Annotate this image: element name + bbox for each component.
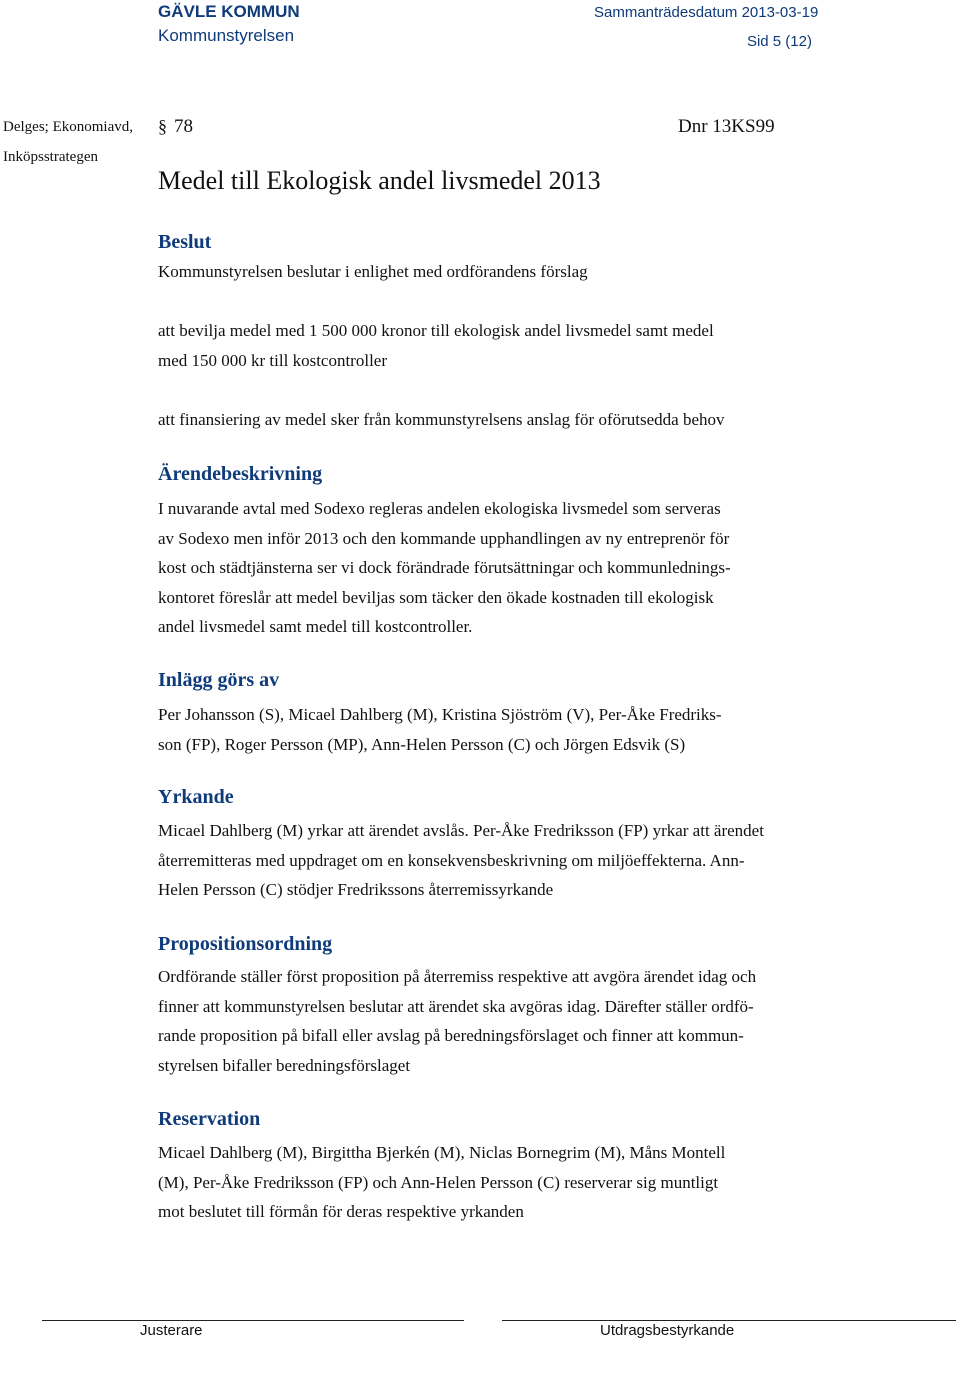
text-line: andel livsmedel samt medel till kostcontroller. bbox=[158, 617, 473, 636]
board-name: Kommunstyrelsen bbox=[158, 26, 295, 45]
beslut-intro bbox=[158, 257, 888, 287]
meeting-date: Sammanträdesdatum 2013-03-19 bbox=[594, 4, 819, 21]
heading-yrkande: Yrkande bbox=[158, 786, 234, 808]
text-line: kost och städtjänsterna ser vi dock förändrade förutsättningar och kommunlednings- bbox=[158, 558, 731, 577]
heading-reservation: Reservation bbox=[158, 1108, 261, 1130]
footer-utdragsbestyrkande: Utdragsbestyrkande bbox=[600, 1322, 735, 1339]
beslut-point-1 bbox=[158, 316, 888, 375]
beslut-point-2-line: att finansiering av medel sker från kommunstyrelsens anslag för oförutsedda behov bbox=[158, 410, 725, 429]
text-line: rande proposition på bifall eller avslag på beredningsförslaget och finner att kommun- bbox=[158, 1026, 744, 1045]
heading-beslut: Beslut bbox=[158, 231, 212, 253]
text-line: återremitteras med uppdraget om en konsekvensbeskrivning om miljöeffekterna. Ann- bbox=[158, 850, 745, 870]
text-line: Micael Dahlberg (M) yrkar att ärendet avslås. Per-Åke Fredriksson (FP) yrkar att ärendet bbox=[158, 821, 764, 840]
footer-justerare: Justerare bbox=[140, 1322, 203, 1339]
arendebeskrivning-text bbox=[158, 494, 888, 642]
inlagg-text bbox=[158, 700, 888, 759]
text-line: I nuvarande avtal med Sodexo regleras andelen ekologiska livsmedel som serveras bbox=[158, 499, 721, 518]
heading-propositionsordning: Propositionsordning bbox=[158, 933, 333, 955]
yrkande-text bbox=[158, 816, 888, 905]
heading-inlagg: Inlägg görs av bbox=[158, 669, 280, 691]
text-line: son (FP), Roger Persson (MP), Ann-Helen Persson (C) och Jörgen Edsvik (S) bbox=[158, 734, 686, 754]
text-line: Ordförande ställer först proposition på återremiss respektive att avgöra ärendet idag och bbox=[158, 967, 757, 986]
text-line: Micael Dahlberg (M), Birgittha Bjerkén (M), Niclas Bornegrim (M), Måns Montell bbox=[158, 1143, 726, 1162]
organization-name: GÄVLE KOMMUN bbox=[158, 2, 300, 21]
footer-line-left bbox=[42, 1320, 464, 1321]
diary-number: Dnr 13KS99 bbox=[678, 116, 775, 137]
text-line: styrelsen bifaller beredningsförslaget bbox=[158, 1055, 411, 1075]
footer-line-right bbox=[502, 1320, 956, 1321]
beslut-point-1-line: med 150 000 kr till kostcontroller bbox=[158, 350, 387, 370]
text-line: Helen Persson (C) stödjer Fredrikssons återremissyrkande bbox=[158, 880, 554, 899]
distribution-line-2: Inköpsstrategen bbox=[3, 149, 98, 165]
reservation-text bbox=[158, 1138, 888, 1227]
beslut-point-1-line: att bevilja medel med 1 500 000 kronor till ekologisk andel livsmedel samt medel bbox=[158, 321, 714, 340]
section-sign: § bbox=[158, 116, 167, 136]
beslut-intro-text: Kommunstyrelsen beslutar i enlighet med ordförandens förslag bbox=[158, 262, 588, 281]
text-line: Per Johansson (S), Micael Dahlberg (M), Kristina Sjöström (V), Per-Åke Fredriks- bbox=[158, 705, 722, 724]
text-line: finner att kommunstyrelsen beslutar att ärendet ska avgöras idag. Därefter ställer ordfö- bbox=[158, 996, 754, 1016]
text-line: mot beslutet till förmån för deras respektive yrkanden bbox=[158, 1202, 524, 1221]
page-number: Sid 5 (12) bbox=[746, 33, 812, 50]
beslut-point-2 bbox=[158, 405, 888, 435]
text-line: kontoret föreslår att medel beviljas som täcker den ökade kostnaden till ekologisk bbox=[158, 587, 714, 607]
heading-arendebeskrivning: Ärendebeskrivning bbox=[158, 463, 323, 485]
item-title: Medel till Ekologisk andel livsmedel 2013 bbox=[158, 166, 601, 195]
item-number: 78 bbox=[174, 116, 193, 137]
propositionsordning-text bbox=[158, 962, 888, 1080]
distribution-line-1: Delges; Ekonomiavd, bbox=[3, 119, 133, 135]
text-line: (M), Per-Åke Fredriksson (FP) och Ann-Helen Persson (C) reserverar sig muntligt bbox=[158, 1172, 719, 1192]
text-line: av Sodexo men inför 2013 och den kommande upphandlingen av ny entreprenör för bbox=[158, 528, 730, 548]
